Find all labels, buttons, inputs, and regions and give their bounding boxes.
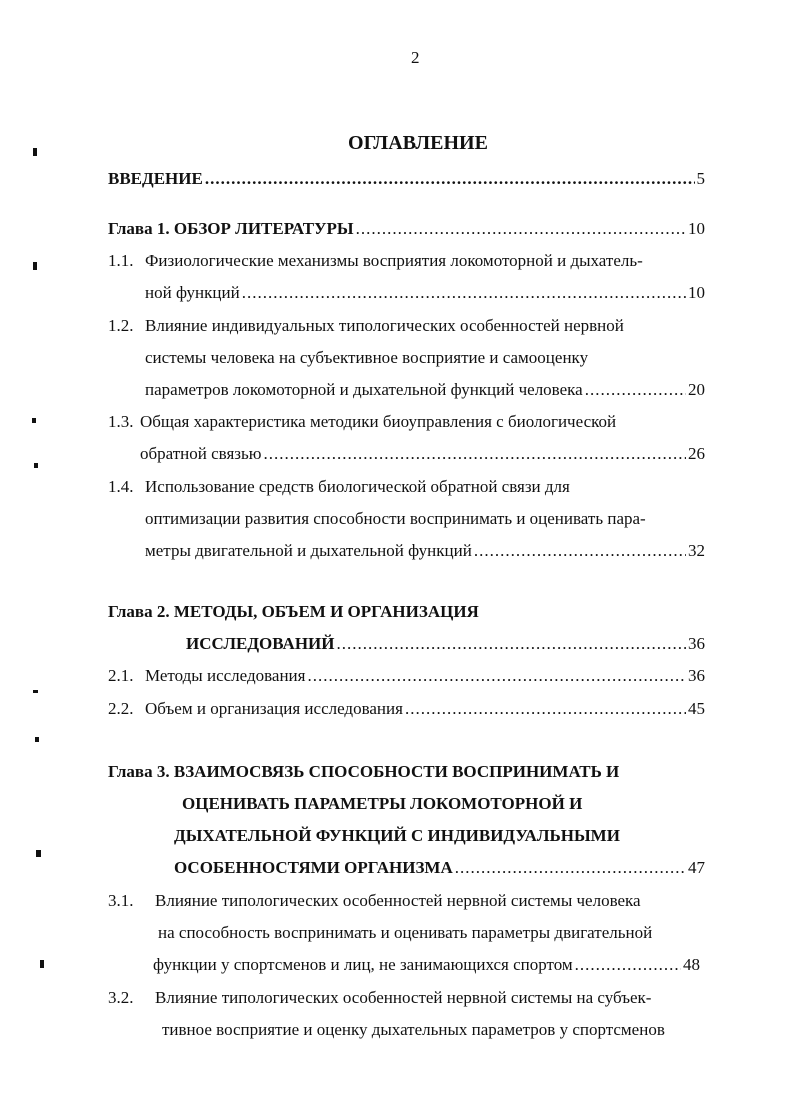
toc-leader [585,379,686,401]
toc-entry-page: 26 [688,444,705,463]
toc-section-1-1-last[interactable] [145,282,705,304]
toc-entry-intro[interactable] [108,168,705,190]
toc-chapter-heading[interactable]: Глава 3. ВЗАИМОСВЯЗЬ СПОСОБНОСТИ ВОСПРИНИМАТЬ И [108,762,620,781]
toc-chapter-heading: Глава 1. ОБЗОР ЛИТЕРАТУРЫ [108,219,354,238]
toc-entry-page: 10 [688,283,705,302]
toc-chapter-2[interactable] [186,633,705,655]
toc-leader [356,218,686,240]
toc-section-line: метры двигательной и дыхательной функций [145,541,472,560]
toc-entry-page: 32 [688,541,705,560]
toc-section-line: Методы исследования [145,666,306,685]
toc-entry-page: 20 [688,380,705,399]
toc-leader [405,698,686,720]
scan-mark [33,148,37,156]
toc-chapter-heading: ОСОБЕННОСТЯМИ ОРГАНИЗМА [174,858,453,877]
toc-section-2-2[interactable] [145,698,705,720]
scan-mark [33,262,37,270]
toc-leader [205,168,695,190]
toc-leader [575,954,681,976]
toc-section-number: 2.1. [108,666,134,685]
toc-section-1-4-last[interactable] [145,540,705,562]
toc-section-line[interactable]: на способность воспринимать и оценивать параметры двигательной [158,923,653,942]
toc-section-number: 2.2. [108,699,134,718]
toc-entry-page: 47 [688,858,705,877]
toc-section-line[interactable]: системы человека на субъективное восприятие и самооценку [145,348,589,367]
toc-entry-page: 48 [683,955,700,974]
toc-section-number: 1.3. [108,412,134,431]
toc-section-number: 1.2. [108,316,134,335]
page-title: ОГЛАВЛЕНИЕ [348,132,488,154]
scan-mark [36,850,41,857]
toc-entry-page: 5 [696,169,705,188]
toc-section-2-1[interactable] [145,665,705,687]
toc-section-line[interactable]: Влияние индивидуальных типологических особенностей нервной [145,316,624,335]
toc-leader [337,633,687,655]
toc-leader [263,443,686,465]
toc-section-number: 1.1. [108,251,134,270]
toc-section-1-2-last[interactable] [145,379,705,401]
toc-section-3-1-last[interactable] [153,954,700,976]
toc-section-line: обратной связью [140,444,262,463]
toc-chapter-heading[interactable]: Глава 2. МЕТОДЫ, ОБЪЕМ И ОРГАНИЗАЦИЯ [108,602,479,621]
toc-section-line: функции у спортсменов и лиц, не занимающихся спортом [153,955,573,974]
toc-entry-page: 10 [688,219,705,238]
toc-section-line[interactable]: Влияние типологических особенностей нервной системы человека [155,891,641,910]
scan-mark [33,690,38,693]
toc-section-line[interactable]: тивное восприятие и оценку дыхательных параметров у спортсменов [162,1020,665,1039]
toc-entry-page: 36 [688,666,705,685]
toc-section-number: 3.1. [108,891,134,910]
scan-mark [35,737,39,742]
toc-chapter-3[interactable] [174,857,705,879]
scan-mark [32,418,36,423]
toc-chapter-heading[interactable]: ДЫХАТЕЛЬНОЙ ФУНКЦИЙ С ИНДИВИДУАЛЬНЫМИ [174,826,620,845]
toc-section-line: параметров локомоторной и дыхательной функций человека [145,380,583,399]
toc-section-line: Объем и организация исследования [145,699,403,718]
toc-entry-label: ВВЕДЕНИЕ [108,169,203,188]
toc-section-line: ной функций [145,283,240,302]
toc-section-number: 1.4. [108,477,134,496]
page-number: 2 [411,48,420,67]
scan-mark [34,463,38,468]
toc-entry-page: 36 [688,634,705,653]
toc-section-line[interactable]: Общая характеристика методики биоуправления с биологической [140,412,617,431]
toc-leader [455,857,686,879]
toc-entry-page: 45 [688,699,705,718]
toc-leader [307,665,686,687]
toc-leader [242,282,686,304]
toc-chapter-1[interactable] [108,218,705,240]
toc-section-line[interactable]: Использование средств биологической обратной связи для [145,477,570,496]
toc-section-number: 3.2. [108,988,134,1007]
toc-section-line[interactable]: Физиологические механизмы восприятия локомоторной и дыхатель- [145,251,643,270]
toc-section-line[interactable]: Влияние типологических особенностей нервной системы на субъек- [155,988,652,1007]
toc-chapter-heading: ИССЛЕДОВАНИЙ [186,634,335,653]
scan-mark [40,960,44,968]
toc-chapter-heading[interactable]: ОЦЕНИВАТЬ ПАРАМЕТРЫ ЛОКОМОТОРНОЙ И [182,794,583,813]
toc-leader [474,540,686,562]
toc-section-1-3-last[interactable] [140,443,705,465]
toc-section-line[interactable]: оптимизации развития способности воспринимать и оценивать пара- [145,509,646,528]
